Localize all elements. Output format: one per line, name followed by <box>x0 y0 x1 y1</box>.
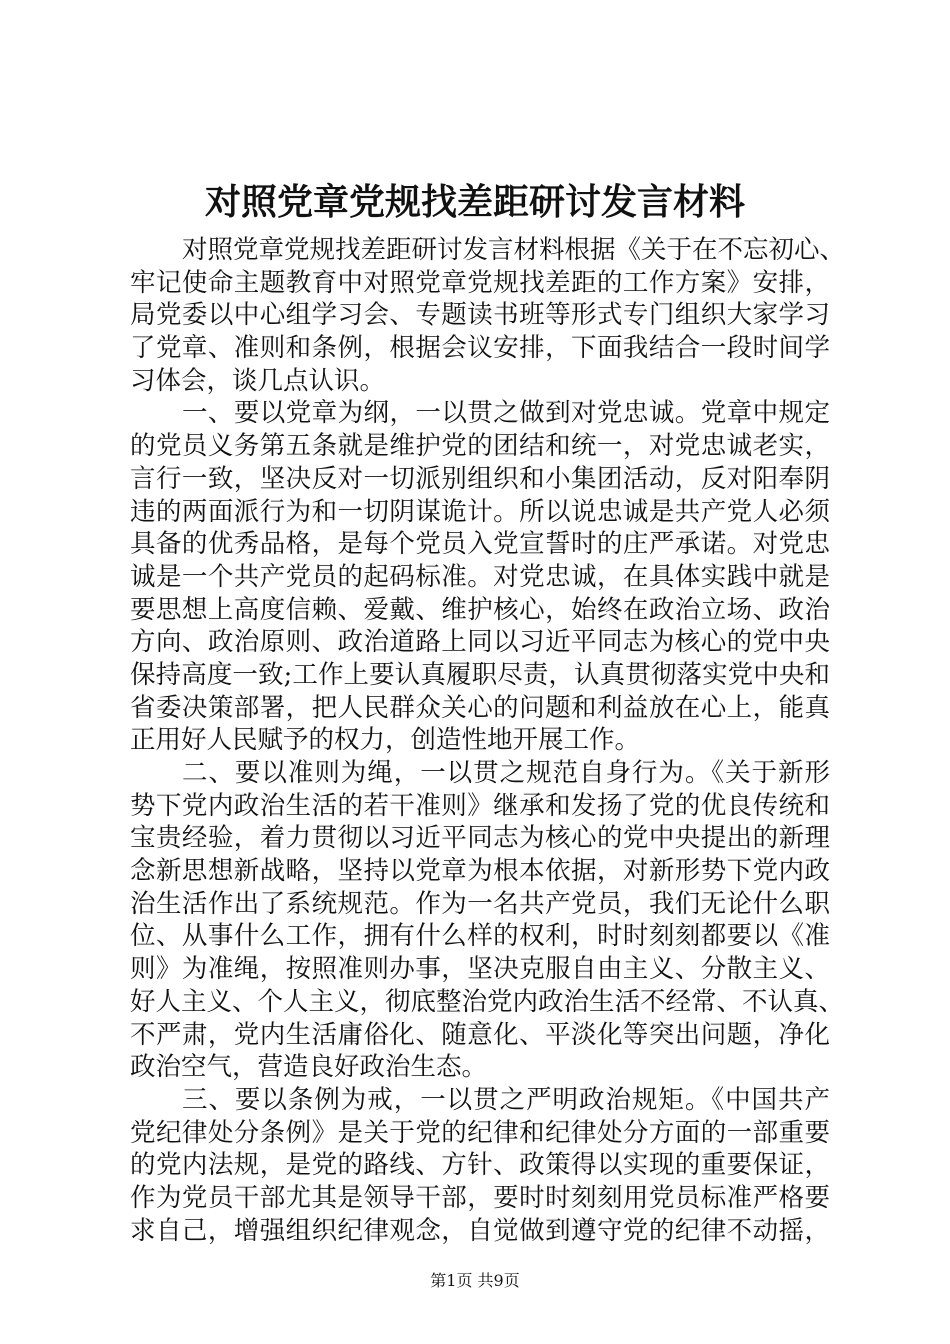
text-line: 则》为准绳，按照准则办事，坚决克服自由主义、分散主义、 <box>130 954 830 985</box>
text-line: 政治空气，营造良好政治生态。 <box>130 1052 488 1083</box>
text-line: 牢记使命主题教育中对照党章党规找差距的工作方案》安排， <box>130 267 830 298</box>
page-footer: 第1页 共9页 <box>430 1271 520 1290</box>
text-line: 求自己，增强组织纪律观念，自觉做到遵守党的纪律不动摇， <box>130 1215 830 1246</box>
text-line: 违的两面派行为和一切阴谋诡计。所以说忠诚是共产党人必须 <box>130 496 830 527</box>
paragraph <box>130 757 845 1084</box>
text-line: 一、要以党章为纲，一以贯之做到对党忠诚。党章中规定 <box>182 398 830 429</box>
text-line: 不严肃，党内生活庸俗化、随意化、平淡化等突出问题，净化 <box>130 1019 830 1050</box>
text-line: 的党员义务第五条就是维护党的团结和统一，对党忠诚老实， <box>130 431 830 462</box>
document-body <box>130 234 846 1247</box>
text-line: 二、要以准则为绳，一以贯之规范自身行为。《关于新形 <box>182 758 830 788</box>
text-line: 对照党章党规找差距研讨发言材料根据《关于在不忘初心、 <box>182 235 846 265</box>
text-line: 要思想上高度信赖、爱戴、维护核心，始终在政治立场、政治 <box>130 594 830 625</box>
text-line: 诚是一个共产党员的起码标准。对党忠诚，在具体实践中就是 <box>130 561 830 592</box>
paragraph <box>130 1084 830 1247</box>
text-line: 治生活作出了系统规范。作为一名共产党员，我们无论什么职 <box>130 888 830 919</box>
paragraph <box>130 397 830 757</box>
text-line: 言行一致，坚决反对一切派别组织和小集团活动，反对阳奉阴 <box>130 463 830 494</box>
document-title: 对照党章党规找差距研讨发言材料 <box>204 181 745 223</box>
text-line: 习体会，谈几点认识。 <box>130 365 386 396</box>
text-line: 宝贵经验，着力贯彻以习近平同志为核心的党中央提出的新理 <box>130 823 830 854</box>
text-line: 三、要以条例为戒，一以贯之严明政治规矩。《中国共产 <box>182 1084 830 1115</box>
text-line: 势下党内政治生活的若干准则》继承和发扬了党的优良传统和 <box>130 790 830 821</box>
text-line: 省委决策部署，把人民群众关心的问题和利益放在心上，能真 <box>130 692 830 723</box>
text-line: 局党委以中心组学习会、专题读书班等形式专门组织大家学习 <box>130 300 830 331</box>
text-line: 好人主义、个人主义，彻底整治党内政治生活不经常、不认真、 <box>130 986 845 1017</box>
text-line: 正用好人民赋予的权力，创造性地开展工作。 <box>130 725 641 756</box>
text-line: 的党内法规，是党的路线、方针、政策得以实现的重要保证， <box>130 1150 830 1181</box>
text-line: 具备的优秀品格，是每个党员入党宣誓时的庄严承诺。对党忠 <box>130 529 830 560</box>
text-line: 位、从事什么工作，拥有什么样的权利，时时刻刻都要以《准 <box>130 921 830 952</box>
text-line: 了党章、准则和条例，根据会议安排，下面我结合一段时间学 <box>130 333 830 364</box>
text-line: 党纪律处分条例》是关于党的纪律和纪律处分方面的一部重要 <box>130 1117 830 1148</box>
text-line: 保持高度一致;工作上要认真履职尽责，认真贯彻落实党中央和 <box>130 659 830 690</box>
paragraph <box>130 234 846 397</box>
text-line: 方向、政治原则、政治道路上同以习近平同志为核心的党中央 <box>130 627 830 658</box>
text-line: 作为党员干部尤其是领导干部，要时时刻刻用党员标准严格要 <box>130 1182 830 1213</box>
text-line: 念新思想新战略，坚持以党章为根本依据，对新形势下党内政 <box>130 856 830 887</box>
